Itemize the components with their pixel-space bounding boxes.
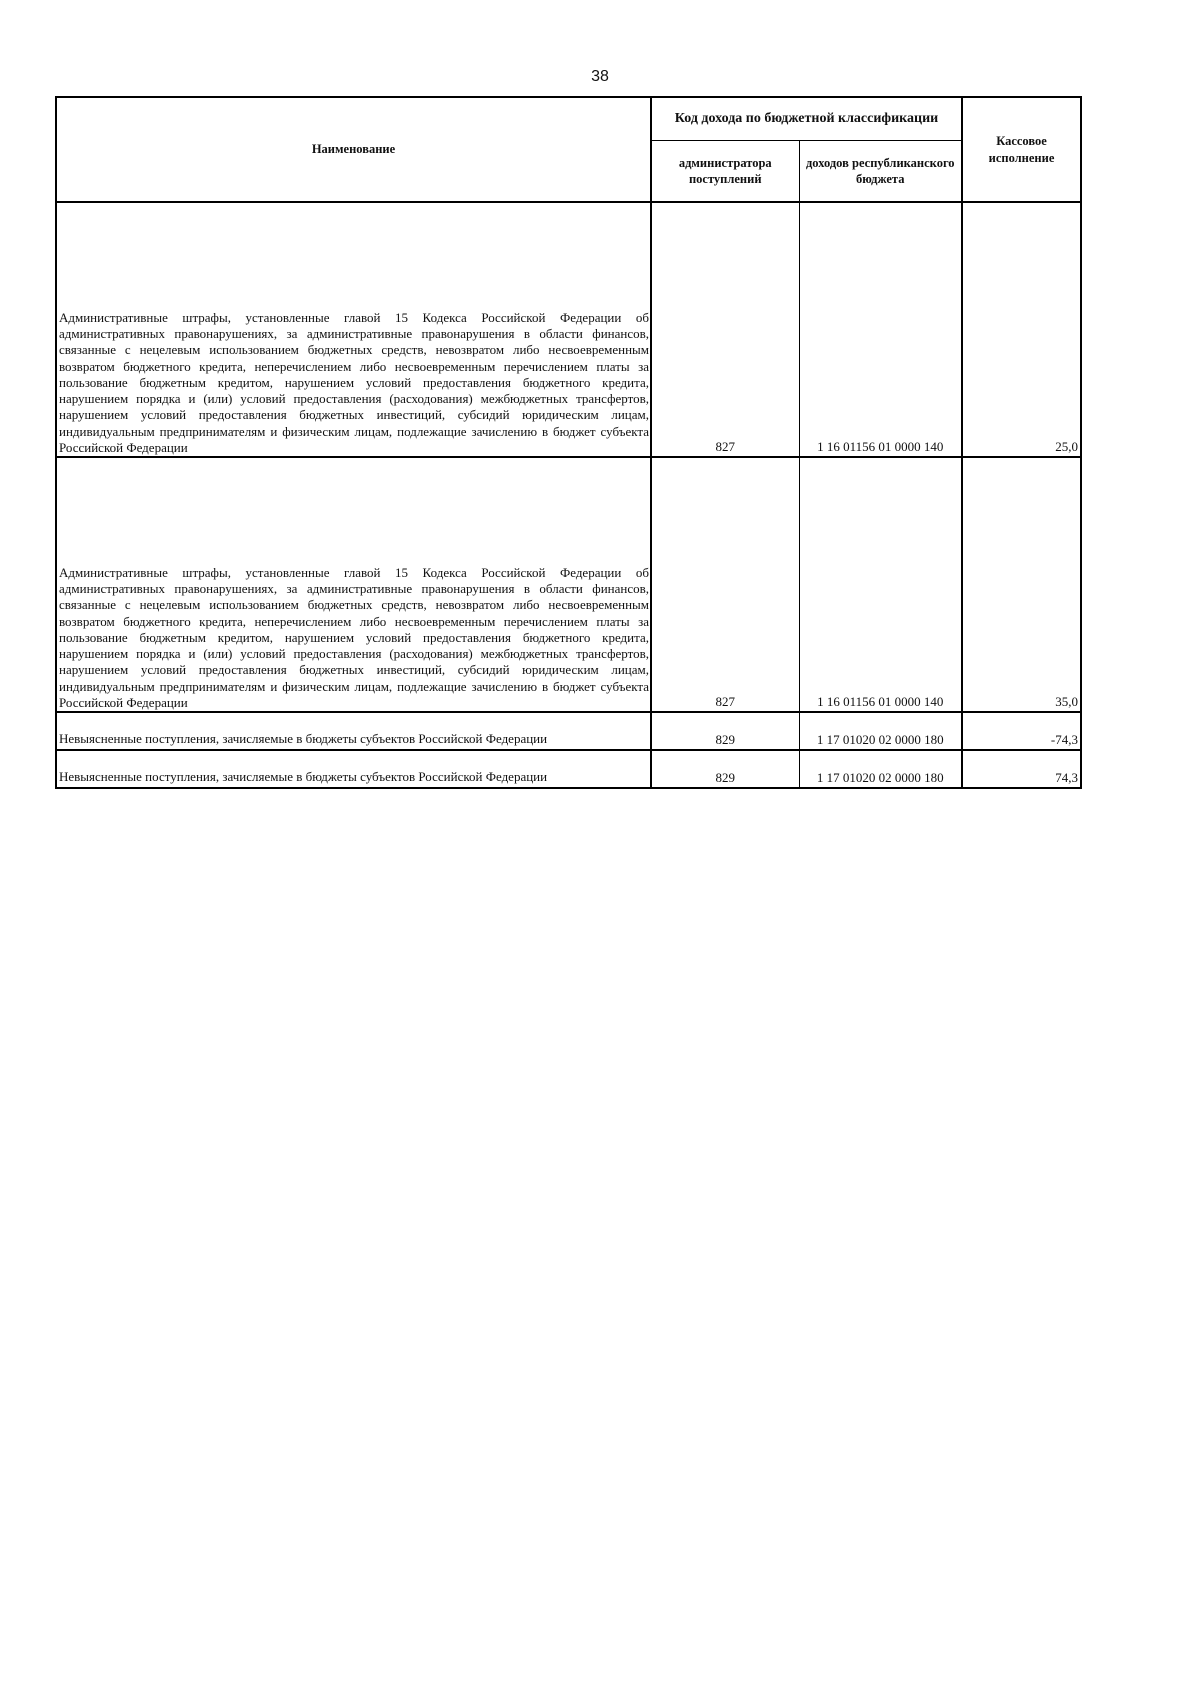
row-name: Административные штрафы, установленные главой 15 Кодекса Российской Федерации об административных правонарушениях, за административные правонарушения в области финансов, связанные с нецелевым использованием бюджетных средств, невозвратом либо несвоевременным возвратом бюджетного кредита, неперечислением либо несвоевременным перечислением платы за пользование бюджетным кредитом, нарушением условий предоставления бюджетного кредита, нарушением порядка и (или) условий предоставления (расходования) межбюджетных трансфертов, нарушением условий предоставления бюджетных инвестиций, субсидий юридическим лицам, индивидуальным предпринимателям и физическим лицам, подлежащие зачислению в бюджет субъекта Российской Федерации <box>56 457 651 712</box>
header-republic-revenue: доходов республиканского бюджета <box>799 141 962 203</box>
row-code: 1 16 01156 01 0000 140 <box>799 202 962 457</box>
header-name: Наименование <box>56 97 651 202</box>
table-header <box>56 97 1081 202</box>
row-name: Невыясненные поступления, зачисляемые в бюджеты субъектов Российской Федерации <box>56 750 651 788</box>
header-administrator: администратора поступлений <box>651 141 799 203</box>
table-row <box>56 712 1081 750</box>
row-name: Административные штрафы, установленные главой 15 Кодекса Российской Федерации об административных правонарушениях, за административные правонарушения в области финансов, связанные с нецелевым использованием бюджетных средств, невозвратом либо несвоевременным возвратом бюджетного кредита, неперечислением либо несвоевременным перечислением платы за пользование бюджетным кредитом, нарушением условий предоставления бюджетного кредита, нарушением порядка и (или) условий предоставления (расходования) межбюджетных трансфертов, нарушением условий предоставления бюджетных инвестиций, субсидий юридическим лицам, индивидуальным предпринимателям и физическим лицам, подлежащие зачислению в бюджет субъекта Российской Федерации <box>56 202 651 457</box>
row-amount: 35,0 <box>962 457 1081 712</box>
row-amount: 25,0 <box>962 202 1081 457</box>
row-code: 1 17 01020 02 0000 180 <box>799 712 962 750</box>
revenue-table <box>55 96 1082 789</box>
row-administrator: 827 <box>651 202 799 457</box>
row-code: 1 16 01156 01 0000 140 <box>799 457 962 712</box>
table-row <box>56 457 1081 712</box>
header-execution: Кассовое исполнение <box>962 97 1081 202</box>
row-code: 1 17 01020 02 0000 180 <box>799 750 962 788</box>
row-amount: -74,3 <box>962 712 1081 750</box>
page-number: 38 <box>591 68 609 85</box>
row-administrator: 827 <box>651 457 799 712</box>
row-administrator: 829 <box>651 750 799 788</box>
table-row <box>56 202 1081 457</box>
table-row <box>56 750 1081 788</box>
row-name: Невыясненные поступления, зачисляемые в бюджеты субъектов Российской Федерации <box>56 712 651 750</box>
row-amount: 74,3 <box>962 750 1081 788</box>
row-administrator: 829 <box>651 712 799 750</box>
header-code-group: Код дохода по бюджетной классификации <box>651 97 962 141</box>
